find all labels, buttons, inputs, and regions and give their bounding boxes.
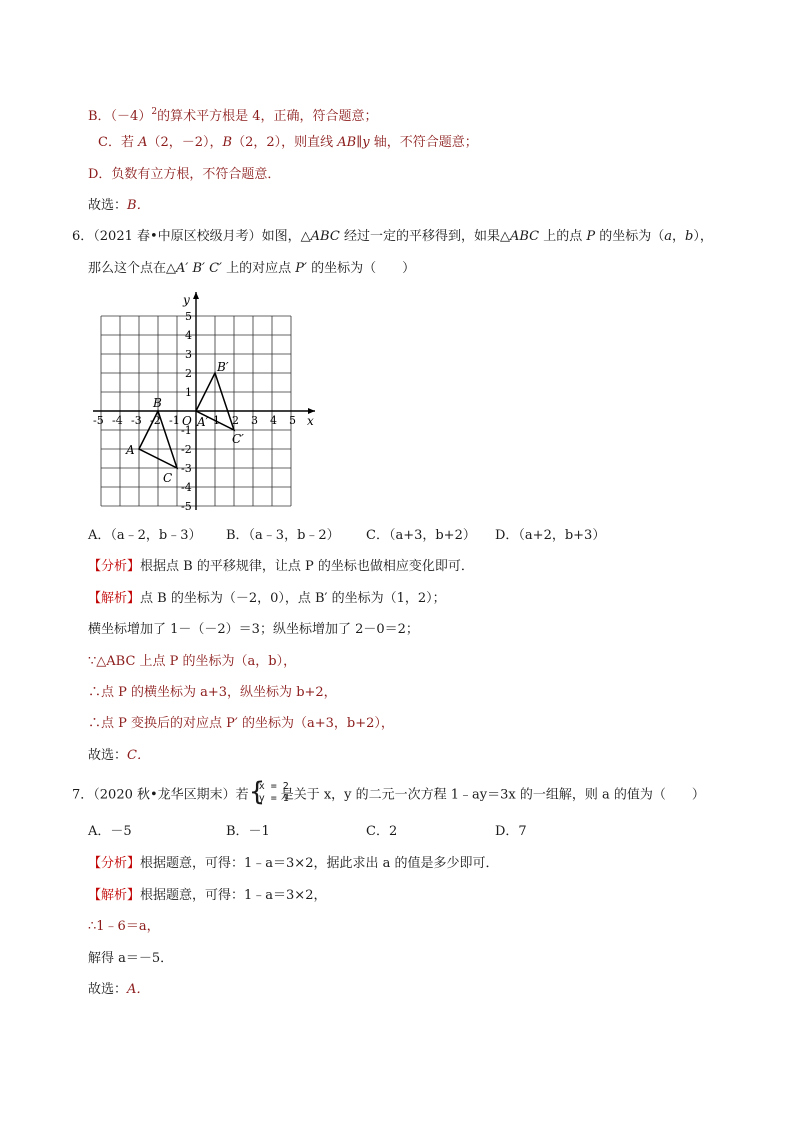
q6-stem-line2: 那么这个点在△A′ B′ C′ 上的对应点 P′ 的坐标为（ ） xyxy=(88,261,416,276)
y-tick-label: -1 xyxy=(181,424,192,437)
q6-option-d[interactable]: D．（a+2，b+3） xyxy=(495,528,606,543)
q7-option-d[interactable]: D．7 xyxy=(495,824,527,839)
q6-option-b[interactable]: B．（a﹣3，b﹣2） xyxy=(226,528,340,543)
q7-option-a[interactable]: A．－5 xyxy=(88,824,132,839)
y-tick-label: 1 xyxy=(185,386,192,399)
prev-option-c: C．若 A（2，－2），B（2，2），则直线 AB∥y 轴，不符合题意； xyxy=(98,135,478,150)
q7-answer: 故选：A． xyxy=(88,982,150,997)
q6-solution-line5: ∴点 P 变换后的对应点 P′ 的坐标为（a+3，b+2）， xyxy=(88,716,394,731)
prev-answer: 故选：B． xyxy=(88,198,150,213)
q7-solution: 【解析】根据题意，可得：1﹣a＝3×2， xyxy=(88,888,327,903)
q7-solution-line3: 解得 a＝－5． xyxy=(88,951,174,966)
x-tick-label: 3 xyxy=(251,414,258,427)
label-c: C xyxy=(163,471,173,485)
x-tick-label: 2 xyxy=(232,414,239,427)
x-tick-label: -3 xyxy=(131,414,142,427)
q6-solution-line4: ∴点 P 的横坐标为 a+3，纵坐标为 b+2， xyxy=(88,685,337,700)
q6-solution-line3: ∵△ABC 上点 P 的坐标为（a，b）， xyxy=(88,654,297,669)
x-axis-label: x xyxy=(307,414,314,428)
prev-option-b: B．$(-4)^2$的算术平方根是 4，正确，符合题意； xyxy=(88,107,378,124)
coordinate-figure xyxy=(88,282,328,518)
x-tick-label: 1 xyxy=(213,414,220,427)
x-tick-label: -5 xyxy=(93,414,104,427)
q6-analysis: 【分析】根据点 B 的平移规律，让点 P 的坐标也做相应变化即可． xyxy=(88,559,474,574)
q7-analysis: 【分析】根据题意，可得：1﹣a＝3×2，据此求出 a 的值是多少即可． xyxy=(88,856,499,871)
coordinate-plane-svg xyxy=(88,282,328,518)
q6-stem-line1: 6．（2021 春•中原区校级月考）如图，△ABC 经过一定的平移得到，如果△ABC 上的点 P 的坐标为（a，b）， xyxy=(72,229,713,244)
q7-solution-line2: ∴1﹣6＝a， xyxy=(88,919,160,934)
label-c-prime: C′ xyxy=(232,432,244,446)
label-b: B xyxy=(153,396,162,410)
y-tick-label: 3 xyxy=(185,348,192,361)
y-axis-arrow xyxy=(193,292,199,299)
y-tick-label: -3 xyxy=(181,462,192,475)
y-tick-label: -2 xyxy=(181,443,192,456)
y-tick-label: 4 xyxy=(185,329,192,342)
q7-stem: 7．（2020 秋•龙华区期末）若 { x = 2 y = 1 是关于 x，y 的二元一次方程 1﹣ay＝3x 的一组解，则 a 的值为（ ） xyxy=(72,777,705,807)
x-tick-label: -2 xyxy=(150,414,161,427)
x-tick-label: 4 xyxy=(270,414,277,427)
y-axis-label: y xyxy=(183,293,190,307)
label-a: A xyxy=(126,443,135,457)
q6-solution: 【解析】点 B 的坐标为（－2，0），点 B′ 的坐标为（1，2）； xyxy=(88,591,446,606)
prev-option-d: D．负数有立方根，不符合题意． xyxy=(88,167,281,182)
q7-option-b[interactable]: B．－1 xyxy=(226,824,270,839)
label-b-prime: B′ xyxy=(217,360,229,374)
y-tick-label: 2 xyxy=(185,367,192,380)
q6-option-c[interactable]: C．（a+3，b+2） xyxy=(366,528,476,543)
q6-answer: 故选：C． xyxy=(88,748,150,763)
axes xyxy=(93,292,315,510)
label-a-prime: A′ xyxy=(197,415,209,429)
q6-solution-line2: 横坐标增加了 1－（－2）＝3；纵坐标增加了 2－0＝2； xyxy=(88,622,419,637)
y-tick-label: -5 xyxy=(181,500,192,513)
x-tick-label: -4 xyxy=(112,414,123,427)
y-tick-label: -4 xyxy=(181,481,192,494)
q7-option-c[interactable]: C．2 xyxy=(366,824,398,839)
y-tick-label: 5 xyxy=(185,310,192,323)
equation-system: { x = 2 y = 1 xyxy=(248,777,289,807)
tick-labels xyxy=(93,293,314,513)
origin-label: O xyxy=(182,414,192,428)
x-tick-label: -1 xyxy=(169,414,180,427)
x-tick-label: 5 xyxy=(289,414,296,427)
q6-option-a[interactable]: A．（a﹣2，b﹣3） xyxy=(88,528,202,543)
